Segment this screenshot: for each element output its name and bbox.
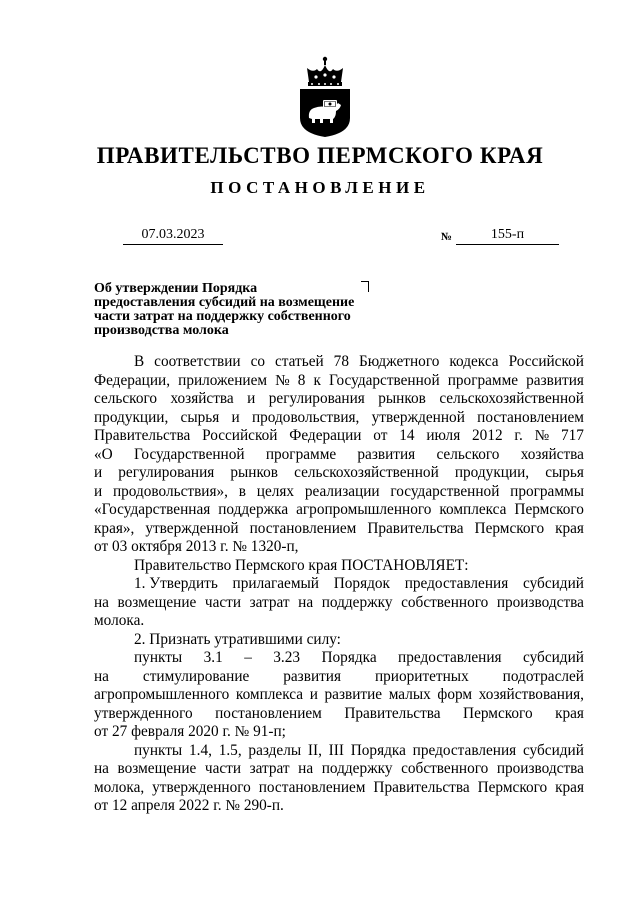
body-word: III xyxy=(328,741,344,759)
body-word: № xyxy=(275,371,290,389)
body-line xyxy=(94,779,584,798)
body-word: к xyxy=(313,371,321,389)
body-word: комплекса xyxy=(235,686,304,703)
body-line xyxy=(94,427,584,446)
document-type: ПОСТАНОВЛЕНИЕ xyxy=(210,178,430,197)
body-word: пункты xyxy=(134,741,183,759)
body-word: части xyxy=(204,593,242,611)
body-word: 1.4, xyxy=(188,741,212,759)
body-line xyxy=(94,705,584,724)
body-line xyxy=(94,742,584,761)
body-word: молока, xyxy=(94,778,145,796)
body-word: сырья xyxy=(180,408,220,426)
body-word: и xyxy=(94,482,103,500)
body-word: реализации xyxy=(304,482,380,500)
body-word: разделы xyxy=(248,741,302,759)
body-word: 14 xyxy=(399,427,415,444)
body-word: 717 xyxy=(561,427,584,444)
body-word: Порядка xyxy=(350,741,406,759)
body-word: комплекса xyxy=(439,501,507,518)
body-word: программы xyxy=(510,482,584,500)
body-line xyxy=(94,686,584,705)
body-word: пункты xyxy=(134,649,183,666)
body-line xyxy=(94,575,584,594)
body-word: на xyxy=(94,593,109,611)
coat-of-arms-icon xyxy=(296,56,354,138)
body-word: агропромышленного xyxy=(94,686,230,703)
body-line xyxy=(94,446,584,465)
body-word: развития xyxy=(357,445,416,463)
body-word: возмещение xyxy=(117,760,197,777)
subject-line: предоставления субсидий на возмещение xyxy=(94,295,355,310)
body-word: развития xyxy=(283,667,342,685)
body-line: 2. Признать утратившими силу: xyxy=(134,630,341,648)
body-word: «Государственная xyxy=(94,501,211,518)
body-word: производства xyxy=(496,760,584,777)
body-word: края xyxy=(555,778,584,796)
body-word: № xyxy=(534,427,550,444)
body-word: субсидий xyxy=(523,575,584,592)
body-word: Порядка xyxy=(321,649,377,666)
body-line xyxy=(94,520,584,539)
body-line: от 03 октября 2013 г. № 1320-п, xyxy=(94,538,299,555)
body-word: стимулирование xyxy=(142,667,250,685)
government-title: ПРАВИТЕЛЬСТВО ПЕРМСКОГО КРАЯ xyxy=(96,143,544,168)
body-word: и xyxy=(94,464,103,481)
body-word: хозяйства xyxy=(170,390,234,407)
subject-line: части затрат на поддержку собственного xyxy=(94,309,351,324)
document-date: 07.03.2023 xyxy=(123,227,223,245)
body-word: июля xyxy=(426,427,461,444)
body-word: Бюджетного xyxy=(358,353,440,370)
body-word: Правительства xyxy=(373,778,470,796)
body-word: – xyxy=(244,649,252,666)
body-word: продукции, xyxy=(454,464,530,481)
body-word: Государственной xyxy=(329,371,440,389)
body-word: приложением xyxy=(178,371,268,389)
body-word: агропромышленного xyxy=(296,501,432,518)
body-word: государственной xyxy=(390,482,500,500)
body-word: кодекса xyxy=(449,353,499,370)
body-word: края», xyxy=(94,519,135,537)
body-word: постановлением xyxy=(249,519,357,537)
body-word: собственного xyxy=(401,760,489,777)
body-word: хозяйства xyxy=(520,445,584,463)
body-word: на xyxy=(94,667,109,685)
body-word: «О xyxy=(94,445,113,463)
body-line: от 12 апреля 2022 г. № 290-п. xyxy=(94,797,284,814)
body-word: 3.1 xyxy=(203,649,223,666)
body-word: поддержку xyxy=(321,760,393,777)
body-word: подотраслей xyxy=(502,667,584,685)
body-line xyxy=(94,353,584,372)
body-word: развитие xyxy=(324,686,383,703)
body-word: г. xyxy=(514,427,523,444)
body-word: Пермского xyxy=(477,778,548,796)
body-word: 8 xyxy=(297,371,306,389)
body-word: Российской xyxy=(508,353,584,370)
body-word: в xyxy=(238,482,246,500)
body-word: утвержденного xyxy=(152,778,251,796)
body-word: сельскохозяйственной xyxy=(294,464,439,481)
body-word: Государственной xyxy=(133,445,245,463)
body-line xyxy=(94,668,584,687)
body-line xyxy=(94,409,584,428)
body-word: части xyxy=(204,760,242,777)
body-word: 3.23 xyxy=(273,649,301,666)
body-word: сельскохозяйственной xyxy=(439,390,584,407)
body-word: утвержденного xyxy=(94,704,193,722)
body-word: и xyxy=(247,390,256,407)
body-line xyxy=(94,483,584,502)
body-word: возмещение xyxy=(117,593,197,611)
body-line xyxy=(94,390,584,409)
body-line xyxy=(94,649,584,668)
body-word: сельского xyxy=(94,390,158,407)
body-word: Правительства xyxy=(367,519,464,537)
body-word: на xyxy=(298,593,314,611)
body-word: целях xyxy=(256,482,295,500)
body-word: утвержденной xyxy=(371,408,465,426)
body-word: 2012 xyxy=(472,427,503,444)
body-line xyxy=(94,372,584,391)
body-word: рынков xyxy=(378,390,426,407)
body-word: собственного xyxy=(401,593,489,611)
body-word: Пермского xyxy=(474,519,545,537)
body-line: молока. xyxy=(94,612,145,629)
body-word: затрат xyxy=(249,760,290,777)
document-number: 155-п xyxy=(456,227,559,245)
body-word: 1. Утвердить xyxy=(134,575,218,592)
body-word: Правительства xyxy=(94,427,191,444)
body-word: края xyxy=(555,704,584,722)
body-word: края xyxy=(555,519,584,537)
body-word: предоставления xyxy=(398,649,502,666)
body-line xyxy=(94,594,584,613)
document-body xyxy=(94,353,584,816)
body-line xyxy=(94,760,584,779)
body-word: производства xyxy=(496,593,584,611)
body-word: и xyxy=(231,408,240,426)
body-word: Правительства xyxy=(344,704,441,722)
body-word: продукции, xyxy=(94,408,169,426)
body-word: поддержку xyxy=(321,593,393,611)
body-word: на xyxy=(94,760,109,777)
body-line: от 27 февраля 2020 г. № 91-п; xyxy=(94,723,286,740)
body-word: Порядок xyxy=(333,575,390,592)
body-word: сырья xyxy=(545,464,584,481)
body-word: статьей xyxy=(275,353,324,370)
body-word: форм xyxy=(437,686,473,703)
body-word: 1.5, xyxy=(218,741,242,759)
body-word: Пермского xyxy=(514,501,584,518)
body-word: продовольствия», xyxy=(112,482,228,500)
body-line xyxy=(94,501,584,520)
body-word: затрат xyxy=(249,593,290,611)
body-word: поддержка xyxy=(218,501,289,518)
body-word: программе xyxy=(447,371,519,389)
body-line: Правительство Пермского края ПОСТАНОВЛЯЕТ: xyxy=(134,556,469,574)
body-word: малых xyxy=(388,686,431,703)
body-word: предоставления xyxy=(404,575,509,592)
body-word: субсидий xyxy=(522,741,584,759)
body-word: предоставления xyxy=(412,741,517,759)
body-word: со xyxy=(250,353,266,370)
body-word: программе xyxy=(265,445,337,463)
body-word: сельского xyxy=(436,445,500,463)
body-word: 78 xyxy=(333,353,349,370)
body-word: хозяйствования, xyxy=(478,686,584,703)
body-word: утвержденной xyxy=(145,519,239,537)
body-word: Федерации xyxy=(289,427,362,444)
body-word: Российской xyxy=(202,427,278,444)
body-word: Пермского xyxy=(463,704,533,722)
body-word: прилагаемый xyxy=(232,575,319,592)
body-word: постановлением xyxy=(477,408,584,426)
body-word: регулирования xyxy=(268,390,365,407)
body-word: и xyxy=(309,686,318,703)
body-word: на xyxy=(298,760,314,777)
subject-line: Об утверждении Порядка xyxy=(94,281,258,296)
body-word: Федерации, xyxy=(94,371,171,389)
number-sign: № xyxy=(441,231,453,243)
body-word: регулирования xyxy=(118,464,215,481)
body-word: развития xyxy=(526,371,584,389)
body-word: субсидий xyxy=(523,649,584,666)
body-word: постановлением xyxy=(258,778,366,796)
body-word: от xyxy=(373,427,388,444)
body-word: рынков xyxy=(230,464,279,481)
body-word: продовольствия, xyxy=(251,408,360,426)
body-word: постановлением xyxy=(215,704,322,722)
document-subject xyxy=(94,282,394,338)
subject-line: производства молока xyxy=(94,323,229,338)
body-word: II, xyxy=(307,741,322,759)
body-line xyxy=(94,464,584,483)
body-word: приоритетных xyxy=(374,667,469,685)
body-word: В xyxy=(134,353,145,370)
body-word: соответствии xyxy=(154,353,241,370)
